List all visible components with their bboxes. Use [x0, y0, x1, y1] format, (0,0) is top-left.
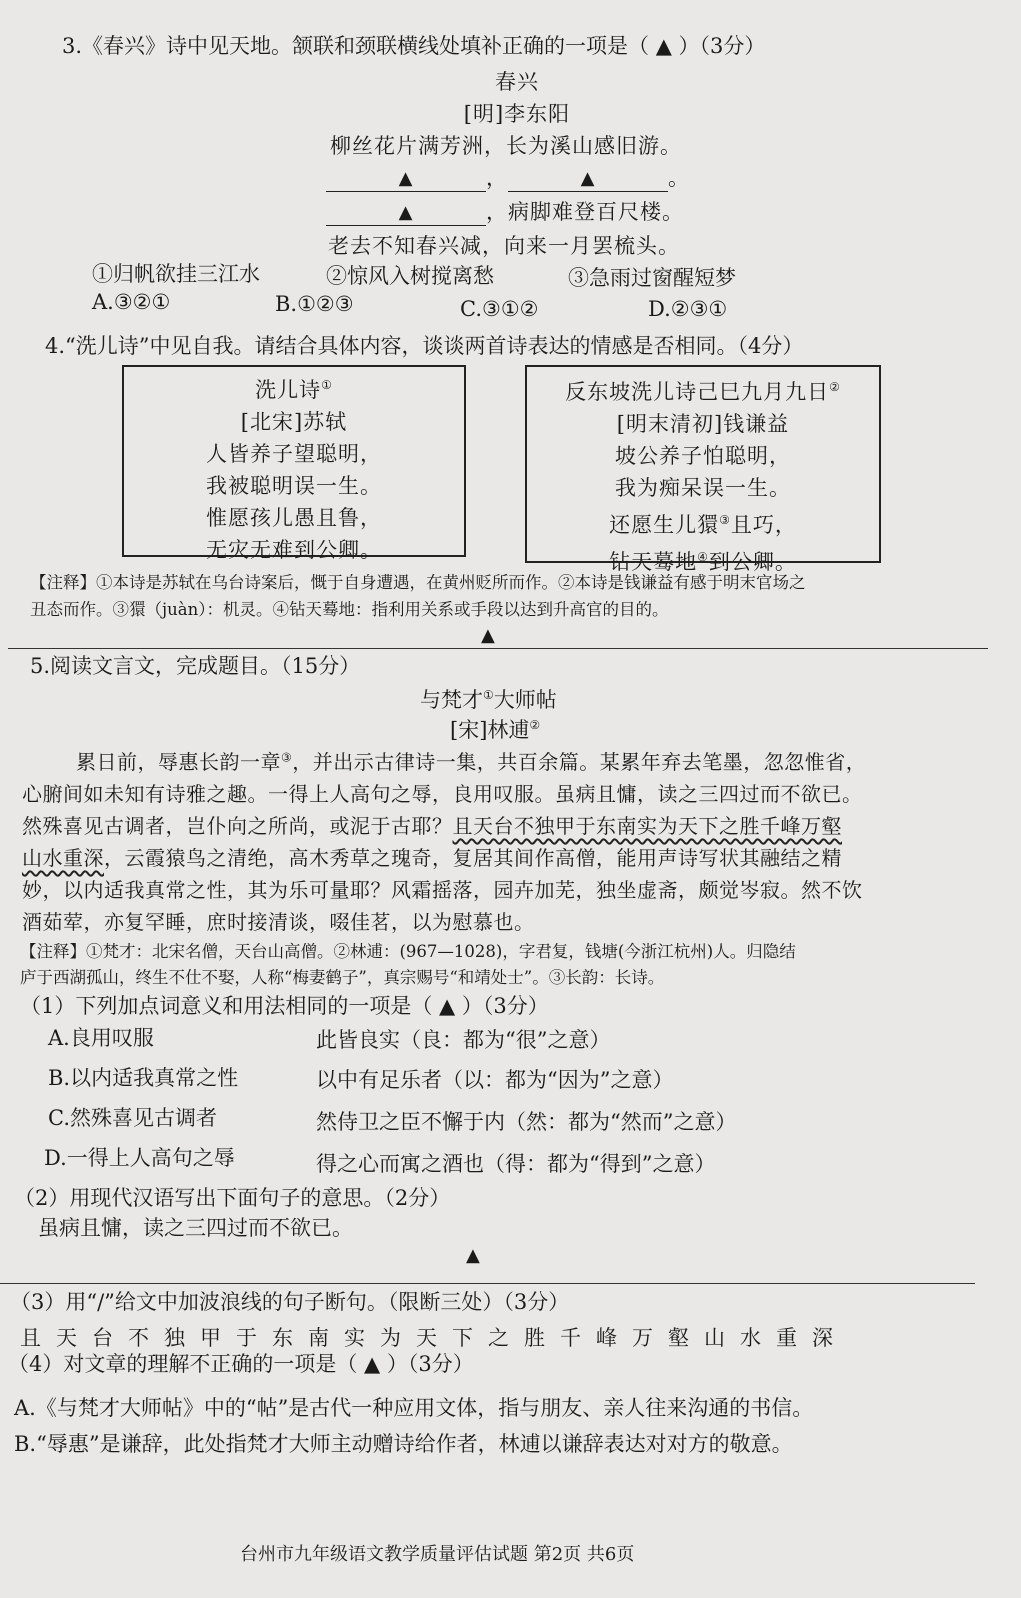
q3-poem-line3 — [326, 196, 684, 226]
page-footer: 台州市九年级语文教学质量评估试题 第2页 共6页 — [240, 1544, 635, 1565]
q5-title-text: 与梵才 — [420, 688, 483, 712]
divider-triangle-2: ▲ — [466, 1245, 480, 1266]
poem2-note-mark: ② — [829, 380, 841, 394]
q3-option-d[interactable]: D.②③① — [648, 297, 728, 321]
q5-p4-tail: ，云霞猿鸟之清绝，高木秀草之瑰奇，复居其间作高僧，能用声诗写状其融结之精 — [104, 846, 842, 870]
divider-triangle-1: ▲ — [481, 625, 495, 646]
poem2-line-2: 我为痴呆误一生。 — [615, 476, 791, 500]
poem2-line3-b: 且巧， — [730, 513, 797, 537]
q5-1-option-b-left[interactable]: B.以内适我真常之性 — [48, 1066, 239, 1090]
poem1-title — [124, 369, 464, 406]
comma: ， — [486, 166, 508, 190]
answer-divider-2 — [0, 1283, 975, 1284]
q3-blank-3 — [326, 203, 486, 226]
q5-text-line-2: 心腑间如未知有诗雅之趣。一得上人高句之辱，良用叹服。虽病且慵，读之三四过而不欲已。 — [22, 782, 863, 806]
poem2-line-1: 坡公养子怕聪明， — [615, 444, 791, 468]
q3-option-b[interactable]: B.①②③ — [275, 292, 354, 316]
q5-title-tail: 大师帖 — [493, 688, 557, 712]
poem2-line-3 — [527, 504, 879, 541]
q5-note-line-2: 庐于西湖孤山，终生不仕不娶，人称“梅妻鹤子”，真宗赐号“和靖处士”。③长韵：长诗。 — [20, 968, 665, 987]
q5-1-option-b-right: 以中有足乐者（以：都为“因为”之意） — [316, 1068, 674, 1092]
q5-1-option-c-left[interactable]: C.然殊喜见古调者 — [48, 1106, 217, 1130]
q5-note-line-1: 【注释】①梵才：北宋名僧，天台山高僧。②林逋：(967—1028)，字君复，钱塘(今浙江杭州)人。归隐结 — [20, 942, 796, 961]
q5-p3-head: 然殊喜见古调者，岂仆向之所尚，或泥于古耶？ — [22, 814, 453, 838]
q5-2-stem: （2）用现代汉语写出下面句子的意思。（2分） — [14, 1186, 451, 1210]
period: 。 — [668, 166, 690, 190]
q5-text-line-6: 酒茹荤，亦复罕睡，庶时接清谈，啜佳茗，以为慰慕也。 — [22, 910, 535, 934]
blank-triangle: ▲ — [398, 168, 414, 189]
q3-poem-title: 春兴 — [495, 70, 539, 94]
q5-1-option-a-right: 此皆良实（良：都为“很”之意） — [316, 1028, 611, 1052]
q5-p1-head: 累日前，辱惠长韵一章 — [76, 750, 281, 774]
q5-2-sentence: 虽病且慵，读之三四过而不欲已。 — [38, 1216, 353, 1240]
q5-wavy-sentence-part-2: 山水重深 — [22, 846, 104, 870]
q3-poem-line2 — [326, 162, 690, 192]
answer-divider-1 — [8, 648, 988, 649]
q5-title-note: ① — [483, 688, 494, 702]
q5-4-option-a[interactable]: A.《与梵才大师帖》中的“帖”是古代一种应用文体，指与朋友、亲人往来沟通的书信。 — [14, 1396, 814, 1420]
q5-3-stem: （3）用“/”给文中加波浪线的句子断句。（限断三处）（3分） — [10, 1290, 570, 1314]
q3-poem-line1: 柳丝花片满芳洲，长为溪山感旧游。 — [330, 134, 682, 158]
q5-1-option-a-left[interactable]: A.良用叹服 — [48, 1026, 154, 1050]
q4-stem: 4.“洗儿诗”中见自我。请结合具体内容，谈谈两首诗表达的情感是否相同。（4分） — [45, 334, 804, 358]
q5-text-line-1 — [76, 746, 866, 775]
q5-stem: 5.阅读文言文，完成题目。（15分） — [30, 654, 361, 678]
q5-author — [450, 714, 540, 744]
q5-p1-note: ③ — [281, 750, 293, 765]
poem1-line-2: 我被聪明误一生。 — [206, 474, 382, 498]
q5-1-option-d-left[interactable]: D.一得上人高句之辱 — [44, 1146, 235, 1170]
q3-stem: 3.《春兴》诗中见天地。颔联和颈联横线处填补正确的一项是（ ▲ ）（3分） — [62, 34, 766, 58]
blank-triangle: ▲ — [580, 168, 596, 189]
q4-note-line-2: 丑态而作。③獧（juàn）：机灵。④钻天蓦地：指利用关系或手段以达到升高官的目的。 — [30, 600, 669, 619]
q4-note-line-1: 【注释】①本诗是苏轼在乌台诗案后，慨于自身遭遇，在黄州贬所而作。②本诗是钱谦益有感于明末官场之 — [30, 573, 806, 592]
q5-text-line-4 — [22, 842, 842, 871]
q5-text-line-5: 妙，以内适我真常之性，其为乐可量耶？风霜摇落，园卉加芜，独坐虚斋，颇觉岑寂。然不饮 — [22, 878, 863, 902]
blank-triangle: ▲ — [398, 202, 414, 223]
poem1-title-text: 洗儿诗 — [255, 378, 322, 402]
q5-wavy-sentence-part-1: 且天台不独甲于东南实为天下之胜千峰万壑 — [452, 814, 842, 838]
poem1-author: [北宋]苏轼 — [240, 410, 348, 434]
poem-box-2 — [525, 365, 881, 574]
poem2-note3-mark: ③ — [719, 513, 731, 527]
q3-blank-1 — [326, 169, 486, 192]
poem2-note4-mark: ④ — [697, 550, 709, 564]
q3-choice-1: ①归帆欲挂三江水 — [92, 262, 260, 286]
poem2-line4-b: 到公卿。 — [708, 550, 797, 574]
q3-option-c[interactable]: C.③①② — [460, 297, 539, 321]
poem1-note-mark: ① — [321, 378, 333, 392]
q5-1-option-c-right: 然侍卫之臣不懈于内（然：都为“然而”之意） — [316, 1110, 737, 1134]
poem2-author: [明末清初]钱谦益 — [616, 412, 790, 436]
q3-blank-2 — [508, 169, 668, 192]
q3-choice-2: ②惊风入树搅离愁 — [326, 264, 494, 288]
q5-author-note: ② — [529, 718, 541, 732]
q3-poem-author: [明]李东阳 — [463, 102, 571, 126]
q5-p1-tail: ，并出示古律诗一集，共百余篇。某累年弃去笔墨，忽忽惟省， — [292, 750, 867, 774]
poem2-title-text: 反东坡洗儿诗己巳九月九日 — [565, 380, 830, 404]
poem2-title — [527, 371, 879, 408]
q5-1-stem: （1）下列加点词意义和用法相同的一项是（ ▲ ）（3分） — [20, 994, 549, 1018]
q3-option-a[interactable]: A.③②① — [92, 290, 171, 314]
q5-author-text: [宋]林逋 — [450, 718, 530, 742]
poem2-line3-a: 还愿生儿獧 — [609, 513, 720, 537]
q5-1-option-d-right: 得之心而寓之酒也（得：都为“得到”之意） — [316, 1152, 716, 1176]
q5-4-option-b[interactable]: B.“辱惠”是谦辞，此处指梵才大师主动赠诗给作者，林逋以谦辞表达对对方的敬意。 — [14, 1432, 793, 1456]
q5-text-line-3 — [22, 810, 842, 839]
q5-3-sentence: 且天台不独甲于东南实为天下之胜千峰万壑山水重深 — [20, 1326, 848, 1350]
poem1-line-3: 惟愿孩儿愚且鲁， — [206, 506, 382, 530]
poem1-line-1: 人皆养子望聪明， — [206, 442, 382, 466]
poem2-line4-a: 钻天蓦地 — [609, 550, 698, 574]
q3-line3-tail: ，病脚难登百尺楼。 — [486, 200, 684, 224]
q3-poem-line4: 老去不知春兴减，向来一月罢梳头。 — [328, 234, 680, 258]
q5-title — [420, 684, 557, 714]
q3-choice-3: ③急雨过窗醒短梦 — [568, 266, 736, 290]
poem-box-1 — [122, 365, 466, 562]
poem1-line-4: 无灾无难到公卿。 — [206, 538, 382, 562]
q5-4-stem: （4）对文章的理解不正确的一项是（ ▲ ）（3分） — [8, 1352, 474, 1376]
